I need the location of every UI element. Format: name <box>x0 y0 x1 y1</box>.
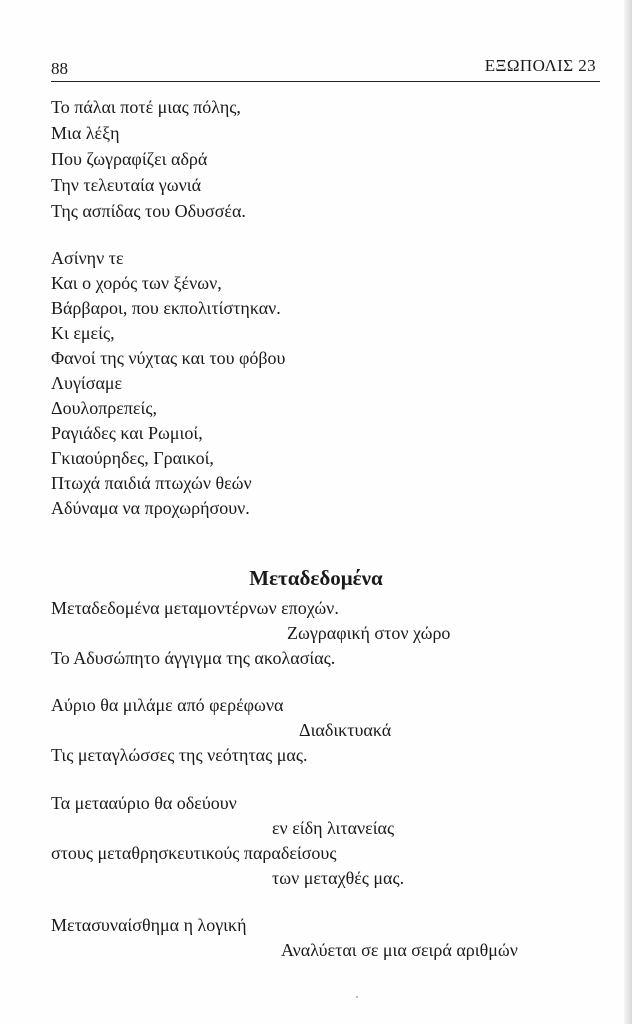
poem-line: στους μεταθρησκευτικούς παραδείσους <box>51 843 337 863</box>
stanza-1-line: Το πάλαι ποτέ μιας πόλης, <box>51 97 241 117</box>
page-number: 88 <box>51 59 68 78</box>
poem-line: Τα μετααύριο θα οδεύουν <box>51 793 237 813</box>
poem-line-indented: Αναλύεται σε μια σειρά αριθμών <box>281 940 518 960</box>
stanza-2-line: Αδύναμα να προχωρήσουν. <box>51 498 250 518</box>
paper-speck <box>356 996 358 998</box>
poem-line: Μετασυναίσθημα η λογική <box>51 915 247 935</box>
stanza-1-line: Της ασπίδας του Οδυσσέα. <box>51 201 246 221</box>
stanza-1-line: Που ζωγραφίζει αδρά <box>51 149 208 169</box>
poem-line: Αύριο θα μιλάμε από φερέφωνα <box>51 695 284 715</box>
stanza-2-line: Δουλοπρεπείς, <box>51 398 157 418</box>
poem-line-indented: Ζωγραφική στον χώρο <box>287 623 451 643</box>
stanza-1-line: Μια λέξη <box>51 123 120 143</box>
stanza-2-line: Και ο χορός των ξένων, <box>51 273 222 293</box>
stanza-2-line: Βάρβαροι, που εκπολιτίστηκαν. <box>51 298 281 318</box>
running-title: ΕΞΩΠΟΛΙΣ 23 <box>484 56 596 75</box>
stanza-2-line: Φανοί της νύχτας και του φόβου <box>51 348 286 368</box>
stanza-2-line: Πτωχά παιδιά πτωχών θεών <box>51 473 252 493</box>
page-edge-shadow <box>624 0 632 1024</box>
poem-title: Μεταδεδομένα <box>249 566 383 590</box>
header-rule <box>51 81 600 82</box>
poem-line: Το Αδυσώπητο άγγιγμα της ακολασίας. <box>51 648 336 668</box>
poem-line-indented: Διαδικτυακά <box>299 720 392 740</box>
poem-line-indented: των μεταχθές μας. <box>272 868 405 888</box>
stanza-2-line: Ασίνην τε <box>51 248 124 268</box>
poem-line-indented: εν είδη λιτανείας <box>272 818 395 838</box>
stanza-2-line: Κι εμείς, <box>51 323 115 343</box>
stanza-1-line: Την τελευταία γωνιά <box>51 175 202 195</box>
stanza-2-line: Γκιαούρηδες, Γραικοί, <box>51 448 214 468</box>
stanza-2-line: Λυγίσαμε <box>51 373 123 393</box>
stanza-2-line: Ραγιάδες και Ρωμιοί, <box>51 423 203 443</box>
poem-line: Τις μεταγλώσσες της νεότητας μας. <box>51 745 308 765</box>
poem-line: Μεταδεδομένα μεταμοντέρνων εποχών. <box>51 598 339 618</box>
